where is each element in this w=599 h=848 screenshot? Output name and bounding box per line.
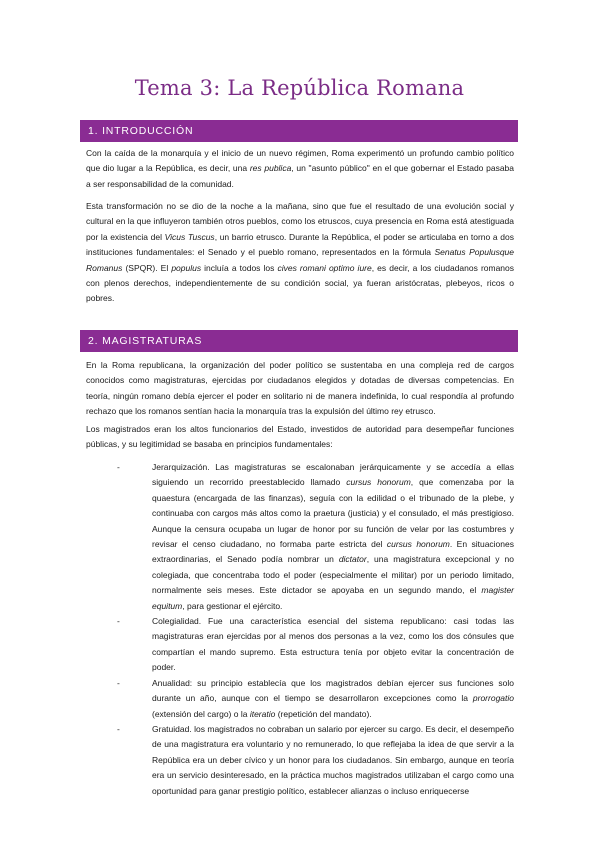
principles-list bbox=[86, 460, 514, 799]
list-item bbox=[86, 460, 514, 614]
list-item-text: Anualidad: su principio establecía que los magistrados debían ejercer sus funciones solo durante un año, aunque con el tiempo se desarrollaron excepciones como la prorrogatio (extensión del cargo) o la iteratio (repetición del mandato). bbox=[152, 677, 514, 719]
italic-term: cursus honorum bbox=[386, 539, 450, 550]
list-item bbox=[86, 676, 514, 722]
italic-term: populus bbox=[171, 262, 202, 273]
paragraph: Con la caída de la monarquía y el inicio de un nuevo régimen, Roma experimentó un profundo cambio político que dio lugar a la República, es decir, una res publica, un "asunto público" en el que gobernar el Estado pasaba a ser responsabilidad de la comunidad. bbox=[86, 148, 515, 189]
section-heading-magistraturas: 2. MAGISTRATURAS bbox=[80, 330, 518, 352]
italic-term: res publica bbox=[249, 163, 292, 174]
italic-term: Senatus Populusque Romanus bbox=[86, 247, 515, 273]
italic-term: dictator bbox=[338, 554, 367, 565]
bullet: - bbox=[117, 616, 120, 627]
bullet: - bbox=[117, 677, 120, 688]
page-title: Tema 3: La República Romana bbox=[134, 76, 465, 100]
paragraph: Esta transformación no se dio de la noche a la mañana, sino que fue el resultado de una evolución social y cultural en la que influyeron también otros pueblos, como los etruscos, cuya presencia en Roma está atestiguada por la existencia del Vicus Tuscus, un barrio etrusco. Durante la República, el poder se articulaba en torno a dos instituciones fundamentales: el Senado y el pueblo romano, representados en la fórmula Senatus Populusque Romanus (SPQR). El populus incluía a todos los cives romani optimo iure, es decir, a los ciudadanos romanos con plenos derechos, independientemente de su condición social, ya fueran aristócratas, plebeyos, ricos o pobres. bbox=[86, 201, 515, 304]
list-item bbox=[86, 614, 514, 676]
bullet: - bbox=[117, 723, 120, 734]
list-item bbox=[86, 722, 514, 799]
italic-term: Vicus Tuscus bbox=[164, 231, 215, 242]
section-heading-introduccion: 1. INTRODUCCIÓN bbox=[80, 120, 518, 142]
list-item-text: Jerarquización. Las magistraturas se escalonaban jerárquicamente y se accedía a ellas siguiendo un recorrido preestablecido llamado cursus honorum, que comenzaba por la quaestura (encargada de las finanzas), seguía con la edilidad o el tribunado de la plebe, y continuaba con cargos más altos como la praetura (justicia) y el consulado, el más prestigioso. Aunque la censura ocupaba un lugar de honor por su función de velar por las costumbres y revisar el censo ciudadano, no formaba parte estricta del cursus honorum. En situaciones extraordinarias, el Senado podía nombrar un dictator, una magistratura excepcional y no colegiada, que concentraba todo el poder (especialmente el militar) por un periodo limitado, normalmente seis meses. Este dictador se apoyaba en un segundo mando, el magister equitum, para gestionar el ejército. bbox=[152, 462, 514, 611]
italic-term: cursus honorum bbox=[346, 477, 411, 488]
italic-term: prorrogatio bbox=[472, 693, 514, 704]
bullet: - bbox=[117, 462, 120, 472]
paragraph: En la Roma republicana, la organización del poder político se sustentaba en una compleja red de cargos conocidos como magistraturas, ejercidas por ciudadanos elegidos y dotadas de diversas competencias. En teoría, ningún romano debía ejercer el poder en solitario ni de manera indefinida, lo cual respondía al profundo rechazo que los romanos sentían hacia la monarquía tras la expulsión del último rey etrusco. bbox=[86, 360, 514, 417]
italic-term: cives romani optimo iure bbox=[277, 262, 372, 273]
paragraph: Los magistrados eran los altos funcionarios del Estado, investidos de autoridad para desempeñar funciones públicas, y su legitimidad se basaba en principios fundamentales: bbox=[86, 424, 514, 450]
list-item-text: Colegialidad. Fue una característica esencial del sistema republicano: casi todas las magistraturas eran ejercidas por al menos dos personas a la vez, como los dos cónsules que compartían el mando supremo. Esta estructura tenía por objeto evitar la concentración de poder. bbox=[152, 616, 514, 673]
italic-term: magister equitum bbox=[152, 585, 514, 611]
list-item-text: Gratuidad. los magistrados no cobraban un salario por ejercer su cargo. Es decir, el desempeño de una magistratura era voluntario y no remunerado, lo que reflejaba la idea de que servir a la República era un deber cívico y un honor para los ciudadanos. Sin embargo, aunque en teoría era un servicio desinteresado, en la práctica muchos magistrados utilizaban el cargo como una oportunidad para ganar prestigio político, establecer alianzas o incluso enriquecerse bbox=[152, 723, 514, 796]
italic-term: iteratio bbox=[249, 708, 276, 719]
